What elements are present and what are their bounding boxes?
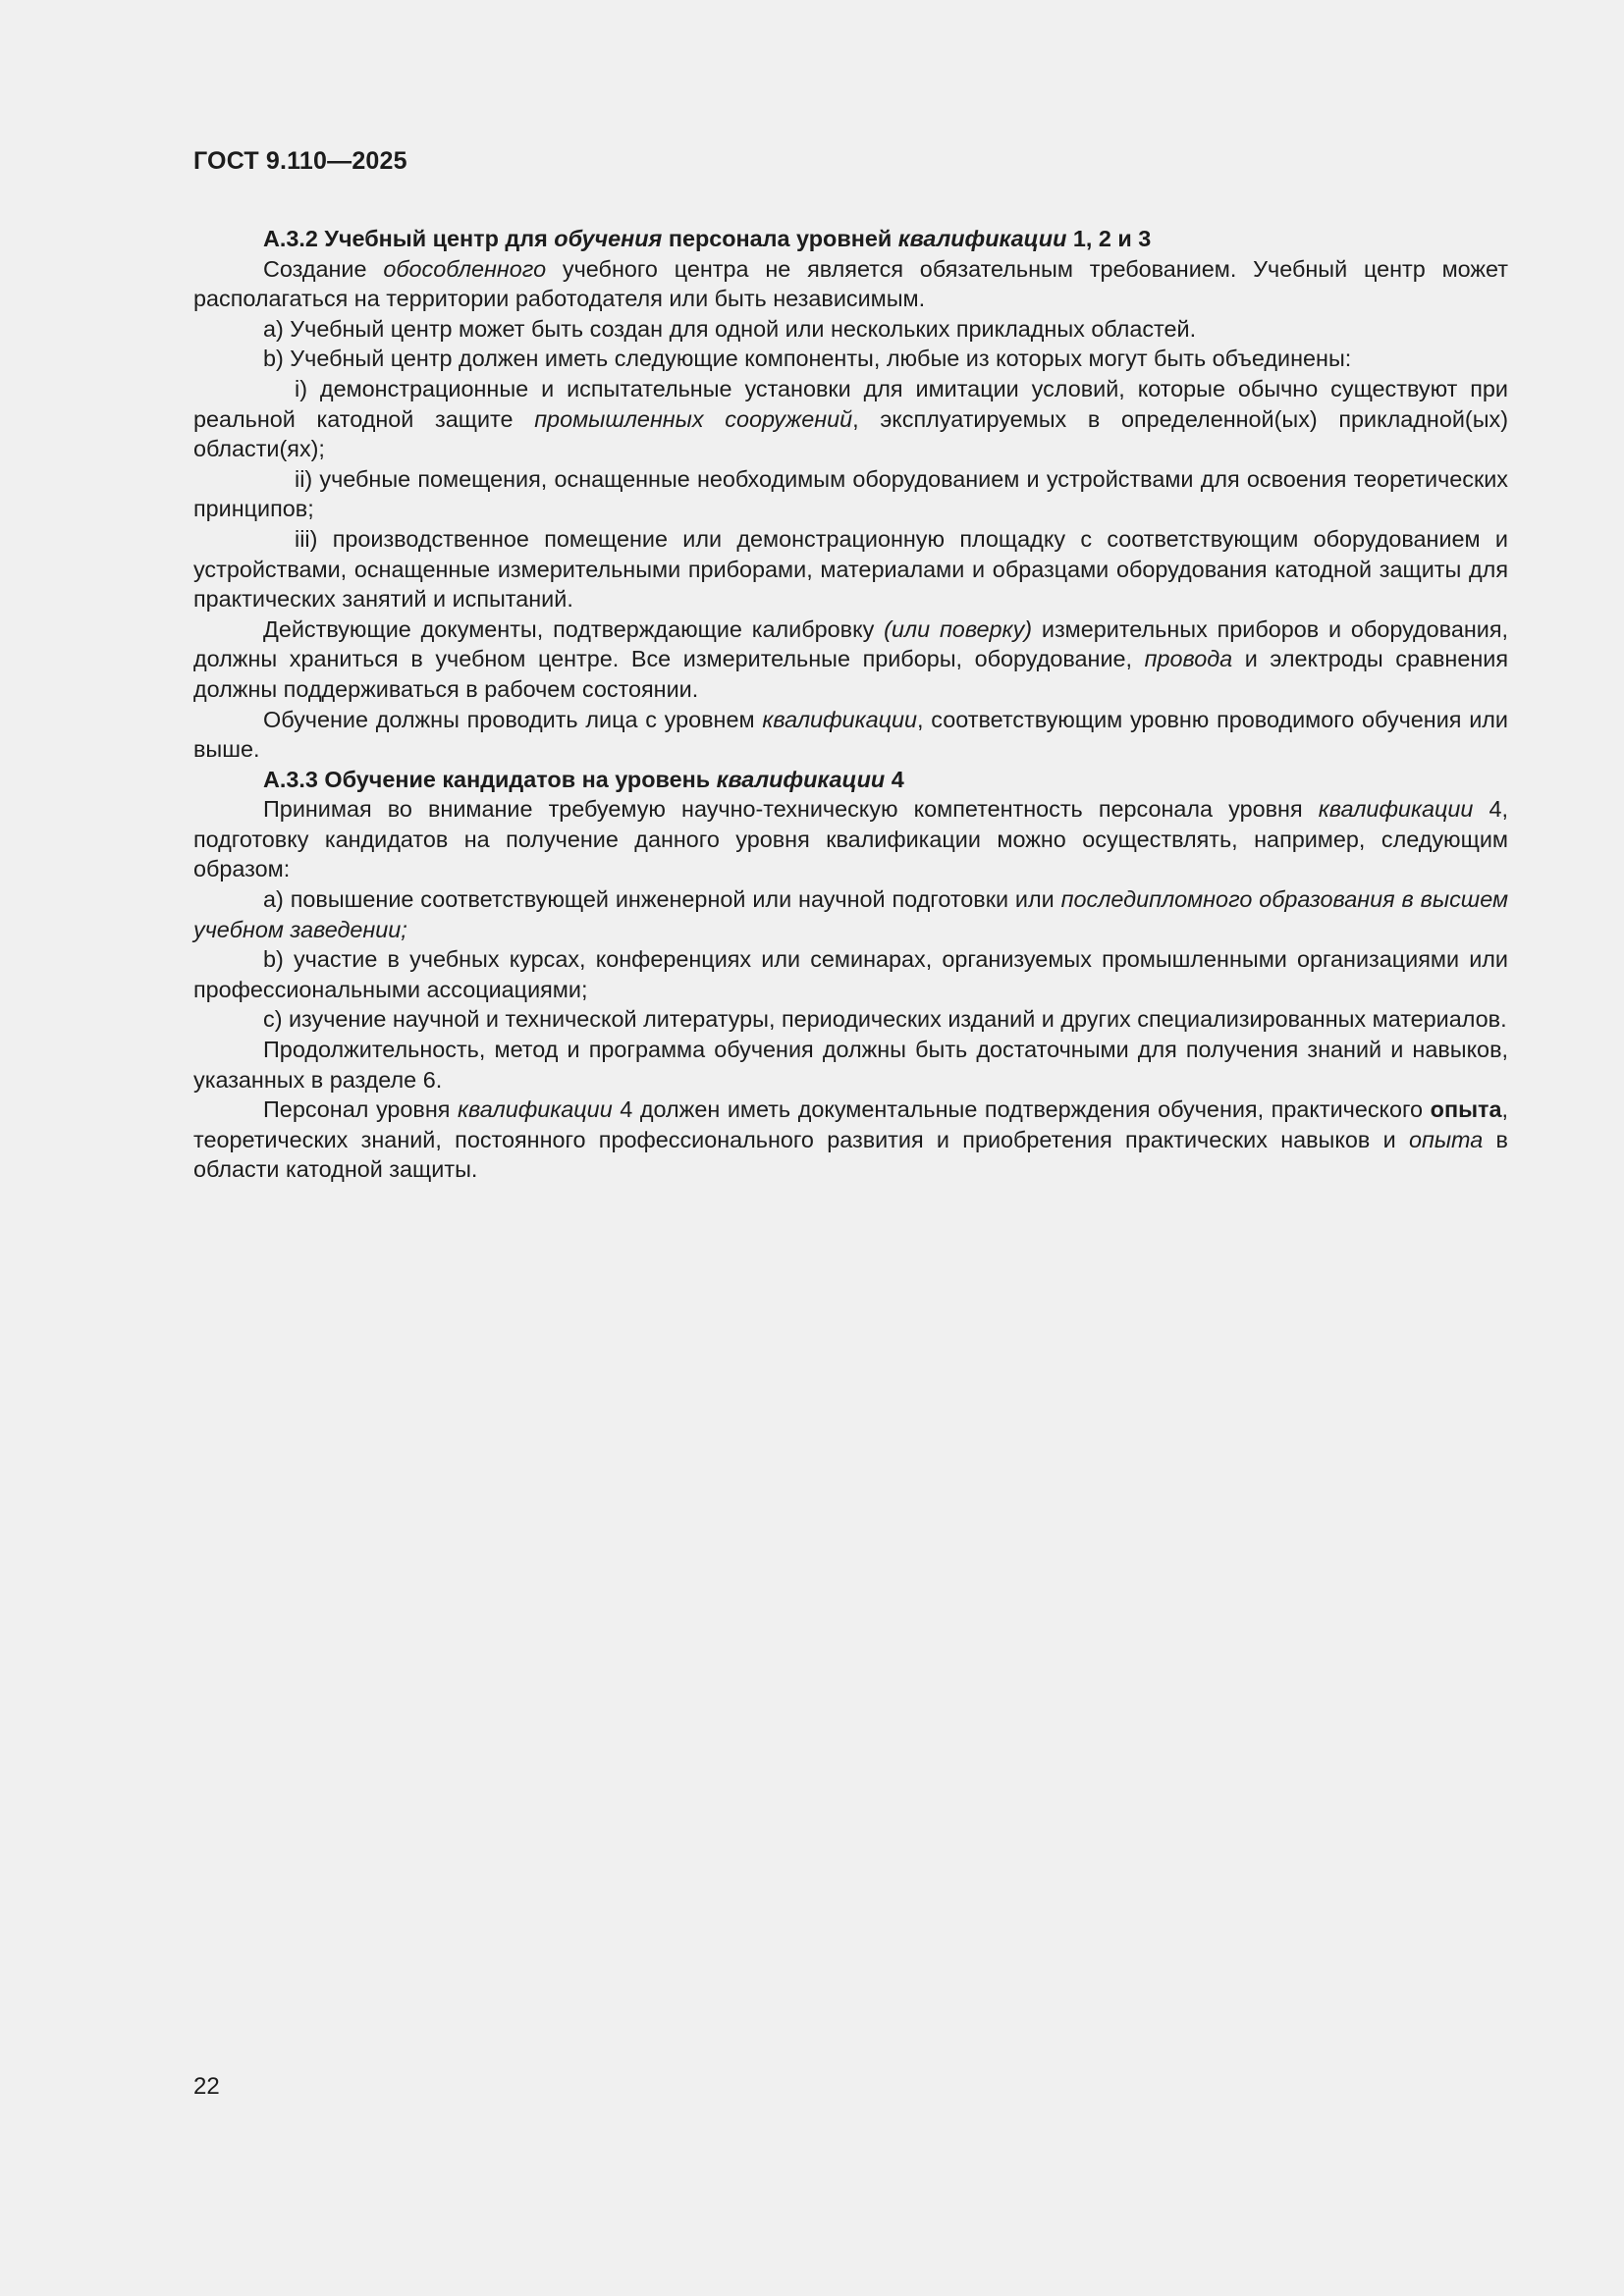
text-run: квалификации [716, 766, 886, 792]
text-run: опыта [1430, 1096, 1502, 1123]
list-item-a [193, 314, 1508, 345]
document-body [193, 224, 1508, 1185]
paragraph [193, 254, 1508, 314]
list-subitem-i [193, 374, 1508, 464]
text-run: А.3.3 Обучение кандидатов на уровень [263, 766, 717, 792]
text-run: (или поверку) [884, 615, 1033, 642]
list-subitem-ii [193, 464, 1508, 524]
text-run: последипломного образования в высшем учебном заведении; [193, 886, 1508, 942]
paragraph [193, 1035, 1508, 1095]
text-run: i) демонстрационные и испытательные установки для имитации условий, которые обычно существуют при реальной катодной защите [193, 375, 1508, 432]
text-run: обособленного [383, 255, 547, 282]
text-run: 4 должен иметь документальные подтверждения обучения, практического [612, 1096, 1431, 1123]
text-run: ii) учебные помещения, оснащенные необходимым оборудованием и устройствами для освоения теоретических принципов; [193, 465, 1508, 522]
section-heading-a33 [193, 765, 1508, 795]
text-run: Обучение должны проводить лица с уровнем [263, 706, 763, 732]
page-number: 22 [193, 2073, 220, 2100]
text-run: Действующие документы, подтверждающие калибровку [263, 615, 885, 642]
list-item-b [193, 344, 1508, 374]
text-run: квалификации [897, 226, 1067, 251]
text-run: Продолжительность, метод и программа обучения должны быть достаточными для получения знаний и навыков, указанных в разделе 6. [193, 1037, 1508, 1093]
text-run: А.3.2 Учебный центр для [263, 226, 555, 251]
paragraph [193, 794, 1508, 884]
text-run: b) участие в учебных курсах, конференциях или семинарах, организуемых промышленными организациями или профессиональными ассоциациями; [193, 946, 1508, 1002]
text-run: учебного центра не является обязательным требованием. Учебный центр может располагаться на территории работодателя или быть независимым. [193, 255, 1508, 312]
text-run: , эксплуатируемых в определенной(ых) прикладной(ых) области(ях); [193, 405, 1508, 462]
document-header: ГОСТ 9.110—2025 [193, 147, 407, 175]
text-run: , соответствующим уровню проводимого обучения или выше. [193, 706, 1508, 763]
text-run: a) Учебный центр может быть создан для одной или нескольких прикладных областей. [263, 315, 1197, 342]
text-run: iii) производственное помещение или демонстрационную площадку с соответствующим оборудованием и устройствами, оснащенные измерительными приборами, материалами и образцами оборудования катодной защиты для практических занятий и испытаний. [193, 525, 1508, 613]
section-heading-a32 [193, 224, 1508, 254]
text-run: a) повышение соответствующей инженерной или научной подготовки или [263, 886, 1061, 913]
text-run: Принимая во внимание требуемую научно-техническую компетентность персонала уровня [263, 796, 1319, 823]
text-run: Создание [263, 255, 384, 282]
list-item-c [193, 1004, 1508, 1035]
text-run: c) изучение научной и технической литературы, периодических изданий и других специализированных материалов. [263, 1006, 1507, 1033]
text-run: 4, подготовку кандидатов на получение данного уровня квалификации можно осуществлять, например, следующим образом: [193, 796, 1508, 882]
list-item-b [193, 944, 1508, 1004]
paragraph [193, 614, 1508, 705]
text-run: провода [1144, 646, 1233, 672]
text-run: измерительных приборов и оборудования, должны храниться в учебном центре. Все измерительные приборы, оборудование, [193, 615, 1508, 672]
list-subitem-iii [193, 524, 1508, 614]
paragraph [193, 1095, 1508, 1185]
list-item-a [193, 884, 1508, 944]
text-run: квалификации [1318, 796, 1474, 823]
text-run: Персонал уровня [263, 1096, 459, 1123]
text-run: 4 [885, 766, 904, 792]
text-run: b) Учебный центр должен иметь следующие компоненты, любые из которых могут быть объединены: [263, 346, 1352, 372]
text-run: в области катодной защиты. [193, 1126, 1508, 1183]
paragraph [193, 705, 1508, 765]
text-run: персонала уровней [662, 226, 898, 251]
text-run: и электроды сравнения должны поддерживаться в рабочем состоянии. [193, 646, 1508, 702]
text-run: 1, 2 и 3 [1066, 226, 1152, 251]
text-run: квалификации [458, 1096, 613, 1123]
text-run: опыта [1408, 1126, 1484, 1152]
text-run: , теоретических знаний, постоянного профессионального развития и приобретения практических навыков и [193, 1096, 1509, 1152]
text-run: обучения [554, 226, 663, 251]
text-run: промышленных сооружений [534, 405, 853, 432]
text-run: квалификации [762, 706, 918, 732]
